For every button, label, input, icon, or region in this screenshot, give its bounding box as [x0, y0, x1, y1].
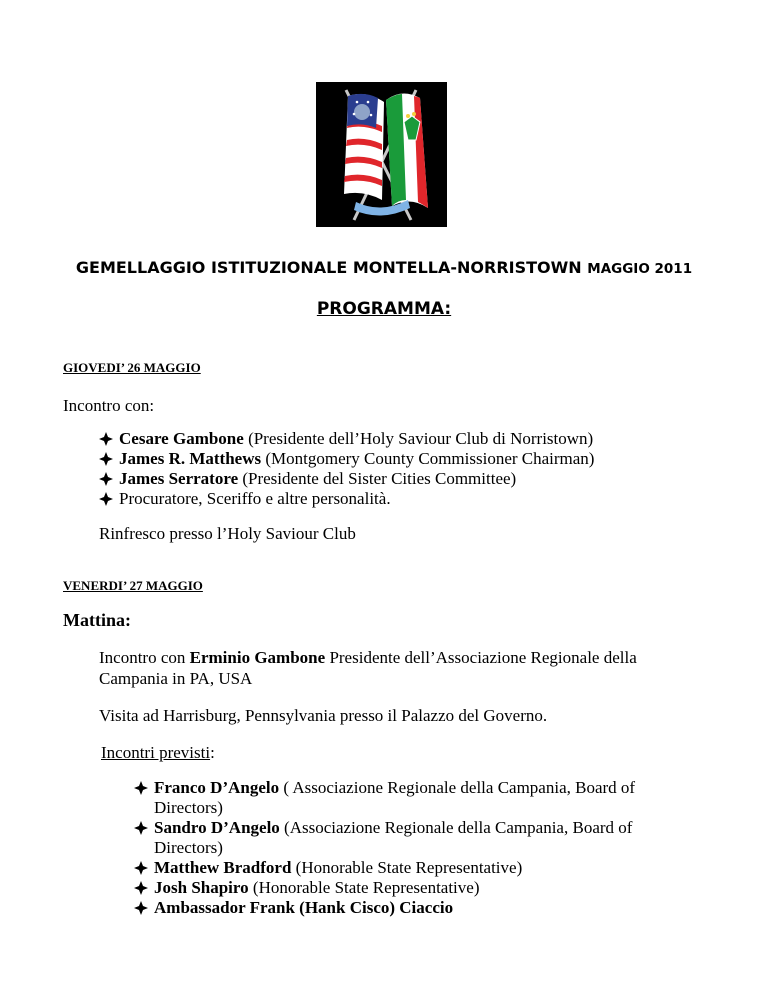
- program-subtitle: PROGRAMMA:: [316, 299, 452, 319]
- list-item: [134, 778, 635, 818]
- diamond-bullet-icon: [134, 861, 148, 875]
- guest-name: James R. Matthews: [119, 449, 262, 468]
- visit-paragraph: Visita ad Harrisburg, Pennsylvania presso il Palazzo del Governo.: [99, 706, 548, 725]
- planned-colon: :: [210, 743, 215, 762]
- friday-meeting-list: [134, 778, 635, 918]
- guest-role: ( Associazione Regionale della Campania, Board of: [279, 778, 636, 797]
- guest-role: (Montgomery County Commissioner Chairman): [261, 449, 595, 468]
- diamond-bullet-icon: [99, 432, 113, 446]
- guest-name: Josh Shapiro: [154, 878, 249, 897]
- list-item: [134, 878, 635, 898]
- guest-role: (Honorable State Representative): [291, 858, 523, 877]
- meeting-name: Erminio Gambone: [189, 648, 326, 667]
- guest-role-cont: Directors): [154, 798, 223, 817]
- list-item: [99, 489, 594, 509]
- thursday-note: Rinfresco presso l’Holy Saviour Club: [99, 524, 356, 543]
- guest-name: Ambassador Frank (Hank Cisco) Ciaccio: [154, 898, 454, 917]
- thursday-intro: Incontro con:: [63, 396, 155, 415]
- diamond-bullet-icon: [99, 452, 113, 466]
- guest-name: Sandro D’Angelo: [154, 818, 280, 837]
- guest-role: Procuratore, Sceriffo e altre personalità.: [119, 489, 391, 508]
- list-item: [99, 449, 594, 469]
- thursday-guest-list: [99, 429, 594, 509]
- planned-label-text: Incontri previsti: [101, 743, 211, 762]
- guest-role: (Honorable State Representative): [248, 878, 480, 897]
- morning-label: Mattina:: [63, 610, 131, 630]
- crossed-flags-logo: [316, 82, 447, 227]
- diamond-bullet-icon: [134, 781, 148, 795]
- title-main: GEMELLAGGIO ISTITUZIONALE MONTELLA-NORRISTOWN: [75, 258, 582, 277]
- guest-name: Cesare Gambone: [119, 429, 244, 448]
- guest-name: Matthew Bradford: [154, 858, 292, 877]
- meeting-prefix: Incontro con: [99, 648, 190, 667]
- list-item: [99, 429, 594, 449]
- friday-heading: VENERDI’ 27 MAGGIO: [63, 578, 203, 593]
- guest-name: Franco D’Angelo: [154, 778, 280, 797]
- document-title: [0, 258, 768, 277]
- list-item: [134, 858, 635, 878]
- meeting-line1-rest: Presidente dell’Associazione Regionale della: [325, 648, 637, 667]
- guest-role: (Presidente del Sister Cities Committee): [238, 469, 517, 488]
- diamond-bullet-icon: [134, 881, 148, 895]
- list-item: [134, 818, 635, 858]
- guest-role: (Presidente dell’Holy Saviour Club di Norristown): [243, 429, 594, 448]
- meeting-paragraph: [99, 647, 637, 689]
- list-item: [99, 469, 594, 489]
- list-item: [134, 898, 635, 918]
- diamond-bullet-icon: [99, 492, 113, 506]
- diamond-bullet-icon: [134, 821, 148, 835]
- title-date: MAGGIO 2011: [587, 261, 693, 277]
- meeting-line2: Campania in PA, USA: [99, 669, 253, 688]
- guest-role: (Associazione Regionale della Campania, Board of: [279, 818, 633, 837]
- planned-meetings-label: [101, 742, 215, 763]
- diamond-bullet-icon: [99, 472, 113, 486]
- diamond-bullet-icon: [134, 901, 148, 915]
- guest-name: James Serratore: [119, 469, 239, 488]
- thursday-heading: GIOVEDI’ 26 MAGGIO: [63, 360, 201, 375]
- guest-role-cont: Directors): [154, 838, 223, 857]
